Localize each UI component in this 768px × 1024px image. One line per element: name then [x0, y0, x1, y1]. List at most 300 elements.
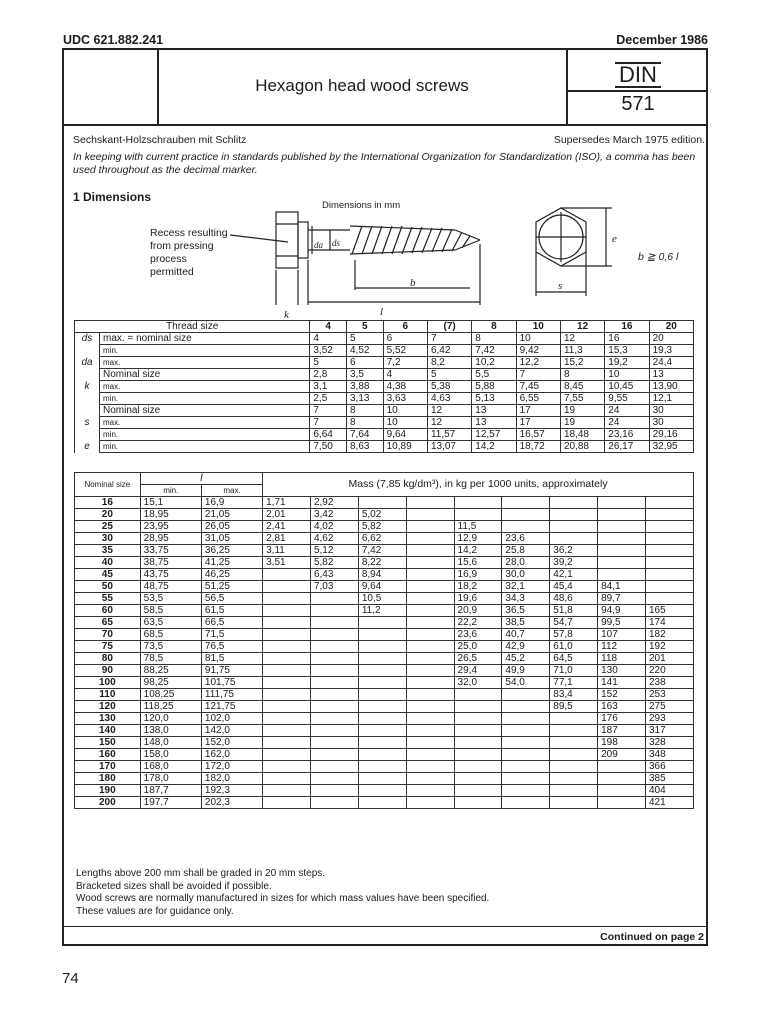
mass-cell: 5,02	[358, 509, 406, 521]
mass-cell	[406, 629, 454, 641]
value-cell: 12	[427, 405, 471, 417]
mass-cell: 11,2	[358, 605, 406, 617]
value-cell: 11,57	[427, 429, 471, 441]
mass-cell: 57,8	[550, 629, 598, 641]
label-b: b	[410, 277, 416, 289]
mass-cell: 40,7	[502, 629, 550, 641]
table-row	[75, 581, 694, 593]
mass-cell	[263, 785, 311, 797]
mass-cell	[454, 749, 502, 761]
mass-table	[74, 472, 694, 809]
row-label: max.	[100, 357, 310, 369]
nominal-size-cell: 16	[75, 497, 141, 509]
mass-cell	[598, 533, 646, 545]
mass-cell	[502, 713, 550, 725]
mass-cell: 94,9	[598, 605, 646, 617]
value-cell: 5	[310, 357, 347, 369]
value-cell: 5,13	[472, 393, 516, 405]
mass-cell	[263, 593, 311, 605]
min-cell: 138,0	[140, 725, 201, 737]
mass-cell: 51,8	[550, 605, 598, 617]
mass-cell: 176	[598, 713, 646, 725]
value-cell: 8	[347, 417, 384, 429]
value-cell: 16,57	[516, 429, 560, 441]
value-cell: 6,64	[310, 429, 347, 441]
section-heading: 1 Dimensions	[73, 190, 152, 204]
nominal-size-cell: 150	[75, 737, 141, 749]
mass-cell: 152	[598, 689, 646, 701]
value-cell: 7	[310, 417, 347, 429]
mass-cell	[550, 785, 598, 797]
mass-cell	[406, 605, 454, 617]
symbol-cell: k	[75, 381, 100, 393]
value-cell: 17	[516, 405, 560, 417]
mass-cell	[406, 701, 454, 713]
table-row	[75, 545, 694, 557]
mass-cell: 198	[598, 737, 646, 749]
mass-cell	[454, 761, 502, 773]
mass-cell	[550, 713, 598, 725]
max-cell: 172,0	[201, 761, 262, 773]
mass-cell: 317	[645, 725, 693, 737]
mass-cell	[310, 665, 358, 677]
mass-cell: 3,51	[263, 557, 311, 569]
min-cell: 148,0	[140, 737, 201, 749]
mass-cell: 187	[598, 725, 646, 737]
mass-cell	[358, 725, 406, 737]
mass-cell: 28,0	[502, 557, 550, 569]
symbol-cell	[75, 393, 100, 405]
mass-cell	[502, 737, 550, 749]
nominal-size-cell: 170	[75, 761, 141, 773]
label-e: e	[612, 233, 617, 245]
mass-cell: 54,7	[550, 617, 598, 629]
mass-cell	[454, 797, 502, 809]
footnote: Bracketed sizes shall be avoided if possible.	[76, 880, 272, 892]
mass-cell	[406, 533, 454, 545]
table-row	[75, 417, 694, 429]
mass-cell: 45,4	[550, 581, 598, 593]
mass-cell	[406, 653, 454, 665]
value-cell: 14,2	[472, 441, 516, 453]
mass-cell	[358, 785, 406, 797]
value-cell: 13	[649, 369, 693, 381]
mass-cell	[454, 689, 502, 701]
mass-cell: 141	[598, 677, 646, 689]
mass-header-row	[75, 473, 694, 485]
mass-cell: 366	[645, 761, 693, 773]
max-cell: 26,05	[201, 521, 262, 533]
nominal-size-cell: 20	[75, 509, 141, 521]
max-cell: 121,75	[201, 701, 262, 713]
min-cell: 108,25	[140, 689, 201, 701]
value-cell: 4,38	[383, 381, 427, 393]
row-label: Nominal size	[100, 369, 310, 381]
row-label: min.	[100, 393, 310, 405]
mass-cell	[406, 665, 454, 677]
value-cell: 10	[383, 405, 427, 417]
mass-cell	[263, 737, 311, 749]
thread-size-cell: (7)	[427, 321, 471, 333]
mass-cell	[454, 713, 502, 725]
mass-cell	[406, 521, 454, 533]
nominal-size-cell: 100	[75, 677, 141, 689]
nominal-size-cell: 90	[75, 665, 141, 677]
mass-cell	[406, 761, 454, 773]
thread-size-cell: 12	[560, 321, 604, 333]
table-row	[75, 441, 694, 453]
max-cell: 192,3	[201, 785, 262, 797]
value-cell: 8,63	[347, 441, 384, 453]
value-cell: 19,3	[649, 345, 693, 357]
mass-cell	[406, 641, 454, 653]
mass-cell	[454, 497, 502, 509]
nominal-size-cell: 30	[75, 533, 141, 545]
value-cell: 2,5	[310, 393, 347, 405]
din-number: 571	[621, 93, 655, 115]
mass-cell	[645, 545, 693, 557]
label-l: l	[380, 306, 384, 318]
symbol-cell	[75, 369, 100, 381]
mass-cell: 30,0	[502, 569, 550, 581]
mass-cell: 2,81	[263, 533, 311, 545]
nominal-size-cell: 80	[75, 653, 141, 665]
min-cell: 15,1	[140, 497, 201, 509]
mass-cell	[502, 725, 550, 737]
table-row	[75, 725, 694, 737]
mass-cell: 83,4	[550, 689, 598, 701]
nominal-size-cell: 60	[75, 605, 141, 617]
value-cell: 9,55	[605, 393, 649, 405]
mass-cell: 192	[645, 641, 693, 653]
mass-cell	[645, 593, 693, 605]
table-row	[75, 381, 694, 393]
mass-cell	[550, 797, 598, 809]
min-cell: 78,5	[140, 653, 201, 665]
mass-cell	[406, 593, 454, 605]
value-cell: 4	[383, 369, 427, 381]
min-cell: 38,75	[140, 557, 201, 569]
table-row	[75, 557, 694, 569]
value-cell: 12,57	[472, 429, 516, 441]
value-cell: 7,45	[516, 381, 560, 393]
mass-cell	[263, 569, 311, 581]
mass-cell	[406, 677, 454, 689]
value-cell: 24	[605, 417, 649, 429]
value-cell: 3,52	[310, 345, 347, 357]
nominal-size-cell: 200	[75, 797, 141, 809]
mass-cell	[263, 641, 311, 653]
table-row	[75, 497, 694, 509]
mass-cell	[263, 677, 311, 689]
nominal-size-cell: 55	[75, 593, 141, 605]
table-row	[75, 689, 694, 701]
mass-header: Mass (7,85 kg/dm³), in kg per 1000 units, approximately	[263, 473, 694, 497]
value-cell: 7,64	[347, 429, 384, 441]
max-cell: 41,25	[201, 557, 262, 569]
value-cell: 7	[427, 333, 471, 345]
max-cell: 61,5	[201, 605, 262, 617]
value-cell: 15,2	[560, 357, 604, 369]
min-cell: 33,75	[140, 545, 201, 557]
mass-cell: 23,6	[454, 629, 502, 641]
mass-cell: 39,2	[550, 557, 598, 569]
table-row	[75, 617, 694, 629]
mass-cell: 385	[645, 773, 693, 785]
mass-cell: 8,94	[358, 569, 406, 581]
mass-cell: 54,0	[502, 677, 550, 689]
mass-cell: 26,5	[454, 653, 502, 665]
mass-cell: 253	[645, 689, 693, 701]
mass-cell	[263, 797, 311, 809]
mass-cell: 404	[645, 785, 693, 797]
mass-cell	[310, 641, 358, 653]
mass-cell	[263, 665, 311, 677]
mass-cell	[502, 509, 550, 521]
row-label: min.	[100, 345, 310, 357]
value-cell: 5	[347, 333, 384, 345]
value-cell: 10,89	[383, 441, 427, 453]
mass-cell	[645, 497, 693, 509]
value-cell: 32,95	[649, 441, 693, 453]
mass-cell	[550, 497, 598, 509]
mass-cell	[263, 773, 311, 785]
min-cell: 118,25	[140, 701, 201, 713]
table-row	[75, 641, 694, 653]
footnote: Wood screws are normally manufactured in sizes for which mass values have been specified.	[76, 893, 490, 904]
symbol-cell: ds	[75, 333, 100, 345]
mass-cell	[406, 713, 454, 725]
mass-cell	[406, 569, 454, 581]
mass-cell: 10,5	[358, 593, 406, 605]
mass-cell: 22,2	[454, 617, 502, 629]
nominal-size-cell: 110	[75, 689, 141, 701]
max-cell: 36,25	[201, 545, 262, 557]
max-cell: 56,5	[201, 593, 262, 605]
mass-cell	[358, 737, 406, 749]
mass-cell: 4,02	[310, 521, 358, 533]
mass-cell: 34,3	[502, 593, 550, 605]
value-cell: 9,64	[383, 429, 427, 441]
mass-cell: 84,1	[598, 581, 646, 593]
mass-cell	[550, 737, 598, 749]
value-cell: 8	[560, 369, 604, 381]
value-cell: 3,1	[310, 381, 347, 393]
max-cell: 142,0	[201, 725, 262, 737]
mass-cell	[454, 701, 502, 713]
mass-cell: 15,6	[454, 557, 502, 569]
row-label: min.	[100, 441, 310, 453]
dimensions-table	[74, 320, 694, 453]
mass-cell	[358, 713, 406, 725]
mass-cell	[550, 773, 598, 785]
value-cell: 7,2	[383, 357, 427, 369]
mass-cell: 36,5	[502, 605, 550, 617]
mass-cell: 107	[598, 629, 646, 641]
row-label: Nominal size	[100, 405, 310, 417]
mass-cell: 42,9	[502, 641, 550, 653]
mass-cell	[406, 617, 454, 629]
nominal-size-cell: 70	[75, 629, 141, 641]
value-cell: 6,42	[427, 345, 471, 357]
mass-cell: 32,0	[454, 677, 502, 689]
mass-cell: 20,9	[454, 605, 502, 617]
mass-cell	[310, 797, 358, 809]
value-cell: 8	[472, 333, 516, 345]
max-cell: 46,25	[201, 569, 262, 581]
table-row	[75, 629, 694, 641]
mass-cell: 36,2	[550, 545, 598, 557]
table-row	[75, 713, 694, 725]
mass-cell: 23,6	[502, 533, 550, 545]
min-cell: 53,5	[140, 593, 201, 605]
mass-cell: 348	[645, 749, 693, 761]
table-row	[75, 653, 694, 665]
mass-cell: 220	[645, 665, 693, 677]
thread-size-cell: 8	[472, 321, 516, 333]
symbol-cell	[75, 429, 100, 441]
nominal-size-cell: 35	[75, 545, 141, 557]
mass-cell	[645, 521, 693, 533]
label-s: s	[558, 280, 563, 292]
table-row	[75, 773, 694, 785]
publication-date: December 1986	[616, 33, 708, 47]
table-row	[75, 749, 694, 761]
value-cell: 16	[605, 333, 649, 345]
value-cell: 11,3	[560, 345, 604, 357]
symbol-cell	[75, 345, 100, 357]
value-cell: 15,3	[605, 345, 649, 357]
mass-cell: 38,5	[502, 617, 550, 629]
udc-code: UDC 621.882.241	[63, 33, 164, 47]
mass-cell	[598, 797, 646, 809]
value-cell: 19	[560, 417, 604, 429]
min-cell: 48,75	[140, 581, 201, 593]
mass-cell: 5,12	[310, 545, 358, 557]
mass-cell: 7,42	[358, 545, 406, 557]
value-cell: 19	[560, 405, 604, 417]
mass-cell	[502, 749, 550, 761]
min-cell: 28,95	[140, 533, 201, 545]
mass-cell	[358, 677, 406, 689]
value-cell: 7,55	[560, 393, 604, 405]
min-cell: 73,5	[140, 641, 201, 653]
mass-cell	[454, 773, 502, 785]
mass-cell: 3,11	[263, 545, 311, 557]
table-row	[75, 761, 694, 773]
mass-cell	[550, 749, 598, 761]
min-cell: 178,0	[140, 773, 201, 785]
mass-cell	[502, 761, 550, 773]
mass-cell	[502, 785, 550, 797]
table-row	[75, 569, 694, 581]
thread-size-cell: 5	[347, 321, 384, 333]
mass-cell	[310, 785, 358, 797]
mass-cell: 174	[645, 617, 693, 629]
mass-cell	[502, 497, 550, 509]
mass-cell	[358, 497, 406, 509]
mass-cell	[550, 761, 598, 773]
nominal-size-cell: 190	[75, 785, 141, 797]
mass-cell	[406, 773, 454, 785]
nominal-size-cell: 25	[75, 521, 141, 533]
continued-note: Continued on page 2	[600, 931, 704, 943]
mass-cell: 209	[598, 749, 646, 761]
mass-cell	[598, 497, 646, 509]
mass-cell	[454, 725, 502, 737]
nominal-size-header: Nominal size	[75, 473, 141, 497]
mass-cell: 89,7	[598, 593, 646, 605]
table-row	[75, 665, 694, 677]
mass-cell: 89,5	[550, 701, 598, 713]
nominal-size-cell: 180	[75, 773, 141, 785]
max-cell: 101,75	[201, 677, 262, 689]
mass-cell: 25,0	[454, 641, 502, 653]
mass-cell	[406, 725, 454, 737]
mass-cell	[598, 761, 646, 773]
nominal-size-cell: 65	[75, 617, 141, 629]
mass-cell	[406, 689, 454, 701]
value-cell: 4	[310, 333, 347, 345]
mass-cell: 99,5	[598, 617, 646, 629]
mass-cell: 71,0	[550, 665, 598, 677]
page-title: Hexagon head wood screws	[255, 76, 469, 95]
mass-cell	[310, 701, 358, 713]
value-cell: 30	[649, 417, 693, 429]
mass-cell	[598, 521, 646, 533]
value-cell: 29,16	[649, 429, 693, 441]
value-cell: 3,88	[347, 381, 384, 393]
mass-cell: 49,9	[502, 665, 550, 677]
value-cell: 2,8	[310, 369, 347, 381]
mass-cell	[645, 509, 693, 521]
value-cell: 4,63	[427, 393, 471, 405]
max-cell: 91,75	[201, 665, 262, 677]
mass-cell	[502, 521, 550, 533]
mass-cell: 130	[598, 665, 646, 677]
mass-cell	[358, 749, 406, 761]
supersedes-note: Supersedes March 1975 edition.	[553, 134, 705, 146]
mass-cell	[406, 797, 454, 809]
value-cell: 30	[649, 405, 693, 417]
footnotes	[76, 868, 489, 918]
table-row	[75, 533, 694, 545]
footnote: These values are for guidance only.	[76, 905, 234, 917]
value-cell: 12	[427, 417, 471, 429]
label-ds: ds	[332, 238, 341, 248]
value-cell: 19,2	[605, 357, 649, 369]
nominal-size-cell: 130	[75, 713, 141, 725]
value-cell: 24,4	[649, 357, 693, 369]
row-label: max.	[100, 381, 310, 393]
mass-cell	[550, 725, 598, 737]
mass-cell	[310, 593, 358, 605]
din-logo: DIN	[568, 62, 708, 88]
table-row	[75, 357, 694, 369]
symbol-cell: s	[75, 417, 100, 429]
mass-cell: 29,4	[454, 665, 502, 677]
value-cell: 8	[347, 405, 384, 417]
table-row	[75, 797, 694, 809]
value-cell: 7	[516, 369, 560, 381]
value-cell: 5,5	[472, 369, 516, 381]
mass-cell	[263, 701, 311, 713]
mass-cell: 293	[645, 713, 693, 725]
mass-cell	[598, 545, 646, 557]
value-cell: 6	[347, 357, 384, 369]
mass-cell: 4,62	[310, 533, 358, 545]
symbol-cell: da	[75, 357, 100, 369]
